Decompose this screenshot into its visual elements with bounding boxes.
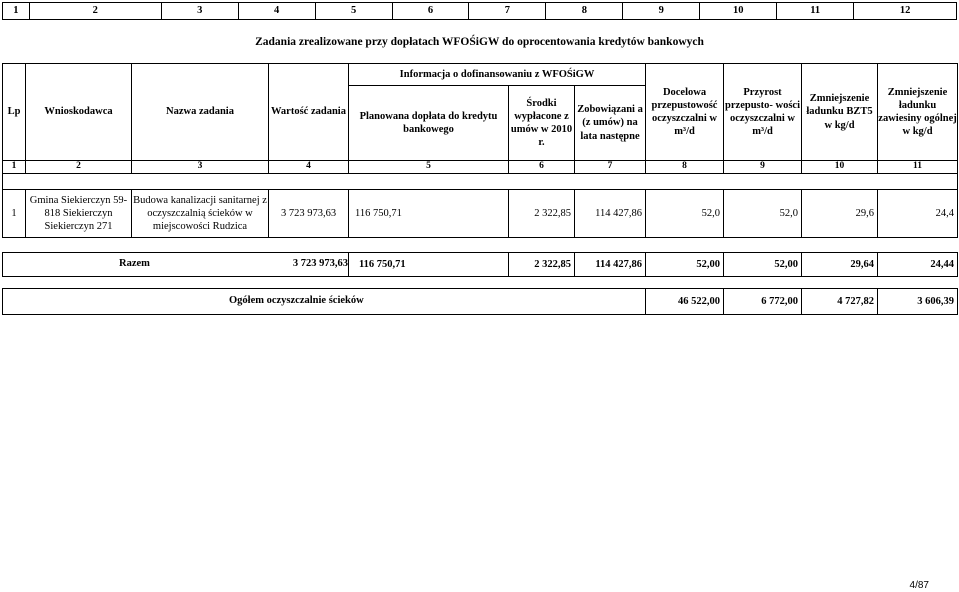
row-nazwa-zadania: Budowa kanalizacji sanitarnej z oczyszczalnią ścieków w miejscowości Rudzica — [132, 190, 269, 238]
colnum-8: 8 — [546, 3, 623, 20]
subnum-6: 6 — [509, 161, 575, 174]
grand-total-label: Ogółem oczyszczalnie ścieków — [229, 295, 364, 306]
total-zawiesiny: 24,44 — [878, 253, 958, 277]
main-table — [2, 63, 958, 238]
subnum-9: 9 — [724, 161, 802, 174]
header-docelowa: Docelowa przepustowość oczyszczalni w m³/d — [646, 64, 724, 161]
grand-total-zawiesiny: 3 606,39 — [878, 289, 958, 315]
row-zawiesiny: 24,4 — [878, 190, 958, 238]
colnum-2: 2 — [29, 3, 161, 20]
colnum-9: 9 — [623, 3, 700, 20]
grand-total-docelowa: 46 522,00 — [646, 289, 724, 315]
row-srodki-wyplacone: 2 322,85 — [509, 190, 575, 238]
row-docelowa: 52,0 — [646, 190, 724, 238]
page-title: Zadania zrealizowane przy dopłatach WFOŚiGW do oprocentowania kredytów bankowych — [255, 36, 704, 48]
total-planowana: 116 750,71 — [349, 253, 509, 277]
subnum-2: 2 — [26, 161, 132, 174]
colnum-12: 12 — [854, 3, 957, 20]
total-srodki: 2 322,85 — [509, 253, 575, 277]
subnum-7: 7 — [575, 161, 646, 174]
row-lp: 1 — [3, 190, 26, 238]
row-bzt5: 29,6 — [802, 190, 878, 238]
row-wartosc-zadania: 3 723 973,63 — [269, 190, 349, 238]
subnum-4: 4 — [269, 161, 349, 174]
colnum-6: 6 — [392, 3, 469, 20]
subnum-5: 5 — [349, 161, 509, 174]
colnum-7: 7 — [469, 3, 546, 20]
table-row — [3, 190, 958, 238]
total-wartosc: 3 723 973,63 — [292, 258, 348, 269]
total-docelowa: 52,00 — [646, 253, 724, 277]
header-przyrost: Przyrost przepusto- wości oczyszczalni w m³/d — [724, 64, 802, 161]
header-bzt5: Zmniejszenie ładunku BZT5 w kg/d — [802, 64, 878, 161]
colnum-5: 5 — [315, 3, 392, 20]
spacer-row — [3, 174, 958, 190]
row-wnioskodawca: Gmina Siekierczyn 59-818 Siekierczyn Siekierczyn 271 — [26, 190, 132, 238]
header-planowana-doplata: Planowana dopłata do kredytu bankowego — [349, 86, 509, 161]
subnum-10: 10 — [802, 161, 878, 174]
subnum-8: 8 — [646, 161, 724, 174]
grand-total-label-cell — [3, 289, 646, 315]
colnum-4: 4 — [238, 3, 315, 20]
subnum-11: 11 — [878, 161, 958, 174]
subnum-3: 3 — [132, 161, 269, 174]
total-przyrost: 52,00 — [724, 253, 802, 277]
header-wnioskodawca: Wnioskodawca — [26, 64, 132, 161]
subnum-1: 1 — [3, 161, 26, 174]
header-lp: Lp — [3, 64, 26, 161]
total-zobowiazania: 114 427,86 — [575, 253, 646, 277]
colnum-10: 10 — [700, 3, 777, 20]
header-zawiesiny: Zmniejszenie ładunku zawiesiny ogólnej w kg/d — [878, 64, 958, 161]
total-table — [2, 252, 958, 277]
page-number: 4/87 — [909, 580, 929, 591]
grand-total-table — [2, 288, 958, 315]
row-planowana-doplata: 116 750,71 — [349, 190, 509, 238]
colnum-3: 3 — [161, 3, 238, 20]
header-srodki-wyplacone: Środki wypłacone z umów w 2010 r. — [509, 86, 575, 161]
grand-total-przyrost: 6 772,00 — [724, 289, 802, 315]
row-zobowiazania: 114 427,86 — [575, 190, 646, 238]
total-bzt5: 29,64 — [802, 253, 878, 277]
header-zobowiazania: Zobowiązani a (z umów) na lata następne — [575, 86, 646, 161]
total-label-and-wartosc — [3, 253, 349, 277]
header-wartosc-zadania: Wartość zadania — [269, 64, 349, 161]
header-nazwa-zadania: Nazwa zadania — [132, 64, 269, 161]
header-informacja: Informacja o dofinansowaniu z WFOŚiGW — [349, 64, 646, 86]
row-przyrost: 52,0 — [724, 190, 802, 238]
grand-total-bzt5: 4 727,82 — [802, 289, 878, 315]
colnum-11: 11 — [777, 3, 854, 20]
total-label: Razem — [119, 258, 150, 269]
column-number-strip — [2, 2, 957, 20]
colnum-1: 1 — [3, 3, 30, 20]
